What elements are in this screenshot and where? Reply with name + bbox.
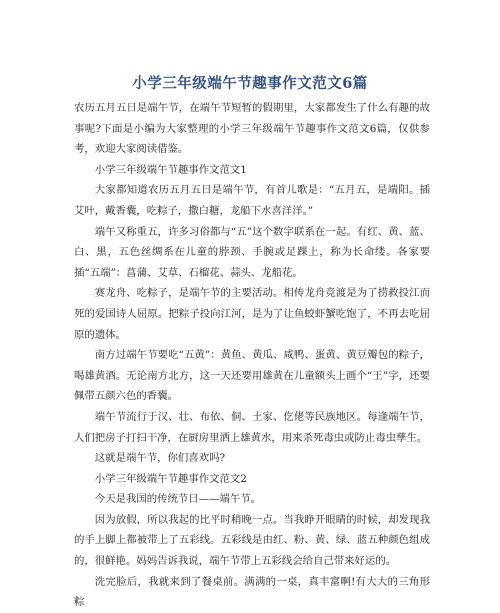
paragraph: 今天是我国的传统节日——端午节。 (94, 493, 262, 506)
section-heading-2: 小学三年级端午节趣事作文范文2 (94, 472, 247, 485)
paragraph: 南方过端午节要吃“五黄”：黄鱼、黄瓜、咸鸭、蛋黄、黄豆瓣包的粽子，喝雄黄酒。无论南方北方，这一天还要用雄黄在儿童额头上画个“王”字，还要佩带五颜六色的香囊。 (74, 349, 430, 403)
intro-paragraph: 农历五月五日是端午节，在端午节短暂的假期里，大家都发生了什么有趣的故事呢?下面是小编为大家整理的小学三年级端午节趣事作文范文6篇，仅供参考，欢迎大家阅读借鉴。 (74, 102, 430, 156)
paragraph: 大家都知道农历五月五日是端午节，有首儿歌是：“五月五，是端阳。插艾叶，戴香囊，吃粽子，撒白糖，龙船下水喜洋洋。” (74, 184, 430, 217)
paragraph: 赛龙舟、吃粽子，是端午节的主要活动。相传龙舟竞渡是为了捞救投江而死的爱国诗人屈原。把粽子投向江河，是为了让鱼蛟虾蟹吃饱了，不再去吃屈原的遗体。 (74, 287, 430, 341)
paragraph: 端午又称重五，许多习俗都与“五”这个数字联系在一起。有红、黄、蓝、白、黑，五色丝绸系在儿童的脖颈、手腕或足踝上，称为长命缕。各家要插“五端”：菖蒲、艾草、石榴花、蒜头、龙船花。 (74, 225, 430, 279)
paragraph: 因为放假，所以我起的比平时稍晚一点。当我睁开眼睛的时候，却发现我的手上脚上都被带上了五彩线。五彩线是由红、粉、黄、绿、蓝五种颜色组成的，很鲜艳。妈妈告诉我说，端午节带上五彩线会给自己带来好运的。 (74, 513, 430, 568)
paragraph: 洗完脸后，我就来到了餐桌前。满满的一桌，真丰富啊!有大大的三角形粽 (74, 575, 430, 609)
article-body (74, 98, 430, 613)
paragraph: 端午节流行于汉、壮、布依、侗、土家、仡佬等民族地区。每逢端午节，人们把房子打扫干净，在厨房里洒上雄黄水，用来杀死毒虫或防止毒虫孳生。 (74, 410, 430, 444)
article-title: 小学三年级端午节趣事作文范文6篇 (132, 75, 368, 92)
section-heading-1: 小学三年级端午节趣事作文范文1 (94, 163, 247, 176)
paragraph: 这就是端午节，你们喜欢吗? (94, 452, 226, 465)
